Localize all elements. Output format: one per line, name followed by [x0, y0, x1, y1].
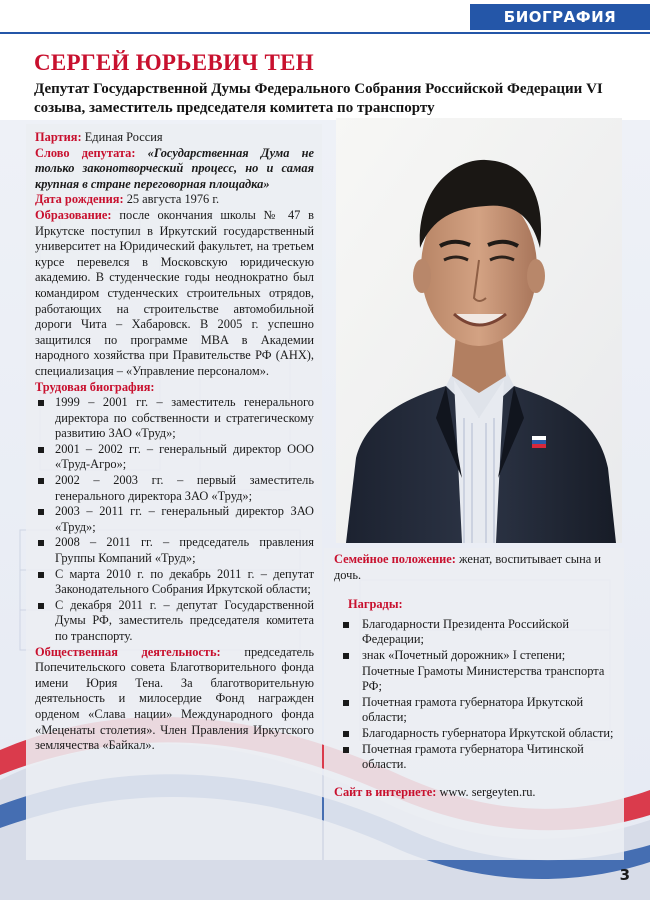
- page-number: 3: [619, 866, 630, 884]
- website-line: [334, 785, 618, 801]
- person-name: СЕРГЕЙ ЮРЬЕВИЧ ТЕН: [34, 50, 314, 75]
- bullet-square-icon: [38, 603, 44, 609]
- list-item: 2002 – 2003 гг. – первый заместитель генерального директора ЗАО «Труд»;: [35, 473, 314, 504]
- portrait-photo: [336, 118, 622, 543]
- list-item: С декабря 2011 г. – депутат Государственной Думы РФ, заместитель председателя комитета по транспорту.: [35, 598, 314, 645]
- website-link[interactable]: www. sergeyten.ru.: [439, 784, 536, 799]
- header-rule: [0, 32, 650, 34]
- bullet-square-icon: [343, 700, 349, 706]
- bullet-square-icon: [343, 622, 349, 628]
- list-item: Благодарность губернатора Иркутской области;: [334, 726, 618, 742]
- section-label: БИОГРАФИЯ: [503, 8, 617, 26]
- career-heading: [35, 380, 314, 396]
- party-line: [35, 130, 314, 146]
- party-value: Единая Россия: [84, 130, 163, 144]
- position-subtitle: Депутат Государственной Думы Федерального Собрания Российской Федерации VI созыва, заместитель председателя комитета по транспорту: [34, 81, 603, 116]
- russian-flag-pin-icon: [532, 436, 546, 448]
- quote-text: «Государственная Дума не только законотворческий процесс, но и самая крупная в стране переговорная площадка»: [35, 145, 314, 191]
- list-item: Почетная грамота губернатора Иркутской области;: [334, 695, 618, 726]
- bullet-square-icon: [38, 572, 44, 578]
- bullet-square-icon: [38, 540, 44, 546]
- public-text: председатель Попечительского совета Благотворительного фонда имени Юрия Тена. За благотворительную деятельность и милосердие Фонд награжден орденом «Слава нации» Международного фонда «Меценаты столетия». Член Правления Иркутского землячества «Байкал».: [35, 644, 314, 753]
- photo-portrait-icon: [336, 118, 622, 543]
- career-label: Трудовая биография:: [35, 379, 155, 394]
- education-paragraph: [35, 208, 314, 380]
- public-label: Общественная деятельность:: [35, 644, 221, 659]
- bullet-square-icon: [343, 731, 349, 737]
- family-label: Семейное положение:: [334, 552, 456, 566]
- birth-line: [35, 192, 314, 208]
- awards-list: [334, 617, 618, 773]
- list-item: 2003 – 2011 гг. – генеральный директор ЗАО «Труд»;: [35, 504, 314, 535]
- biography-column: [26, 124, 322, 860]
- bullet-square-icon: [38, 478, 44, 484]
- awards-heading: [348, 597, 618, 613]
- birth-value: 25 августа 1976 г.: [126, 192, 220, 207]
- list-item: 1999 – 2001 гг. – заместитель генерального директора по собственности и стратегическому развитию ЗАО «Труд»;: [35, 395, 314, 442]
- list-item: Благодарности Президента Российской Федерации;: [334, 617, 618, 648]
- bullet-square-icon: [343, 747, 349, 753]
- bullet-square-icon: [38, 400, 44, 406]
- list-item: знак «Почетный дорожник» I степени; Почетные Грамоты Министерства транспорта РФ;: [334, 648, 618, 695]
- family-awards-panel: [324, 548, 624, 860]
- quote-line: [35, 146, 314, 193]
- list-item: Почетная грамота губернатора Читинской области.: [334, 742, 618, 773]
- party-label: Партия:: [35, 130, 82, 144]
- education-label: Образование:: [35, 207, 112, 222]
- career-list: [35, 395, 314, 645]
- education-text: после окончания школы № 47 в Иркутске поступил в Иркутский государственный университет на Юридический факультет, на третьем курсе перевелся в Московскую юридическую академию. В студенческие годы неоднократно был командиром студенческих строительных отрядов, работающих на строительстве автомобильной дороги Чита – Хабаровск. В 2005 г. успешно защитился по программе MBA в Академии народного хозяйства при Правительстве РФ (АНХ), специализация – «Управление персоналом».: [35, 207, 314, 378]
- bullet-square-icon: [38, 509, 44, 515]
- bullet-square-icon: [343, 653, 349, 659]
- website-label: Сайт в интернете:: [334, 784, 437, 799]
- family-line: [334, 552, 618, 583]
- awards-label: Награды:: [348, 597, 403, 612]
- family-text: женат, воспитывает сына и дочь.: [334, 552, 601, 582]
- quote-label: Слово депутата:: [35, 145, 136, 160]
- list-item: 2008 – 2011 гг. – председатель правления Группы Компаний «Труд»;: [35, 535, 314, 566]
- public-activity-paragraph: [35, 645, 314, 754]
- birth-label: Дата рождения:: [35, 192, 124, 207]
- list-item: 2001 – 2002 гг. – генеральный директор ООО «Труд-Агро»;: [35, 442, 314, 473]
- bullet-square-icon: [38, 447, 44, 453]
- list-item: С марта 2010 г. по декабрь 2011 г. – депутат Законодательного Собрания Иркутской области;: [35, 567, 314, 598]
